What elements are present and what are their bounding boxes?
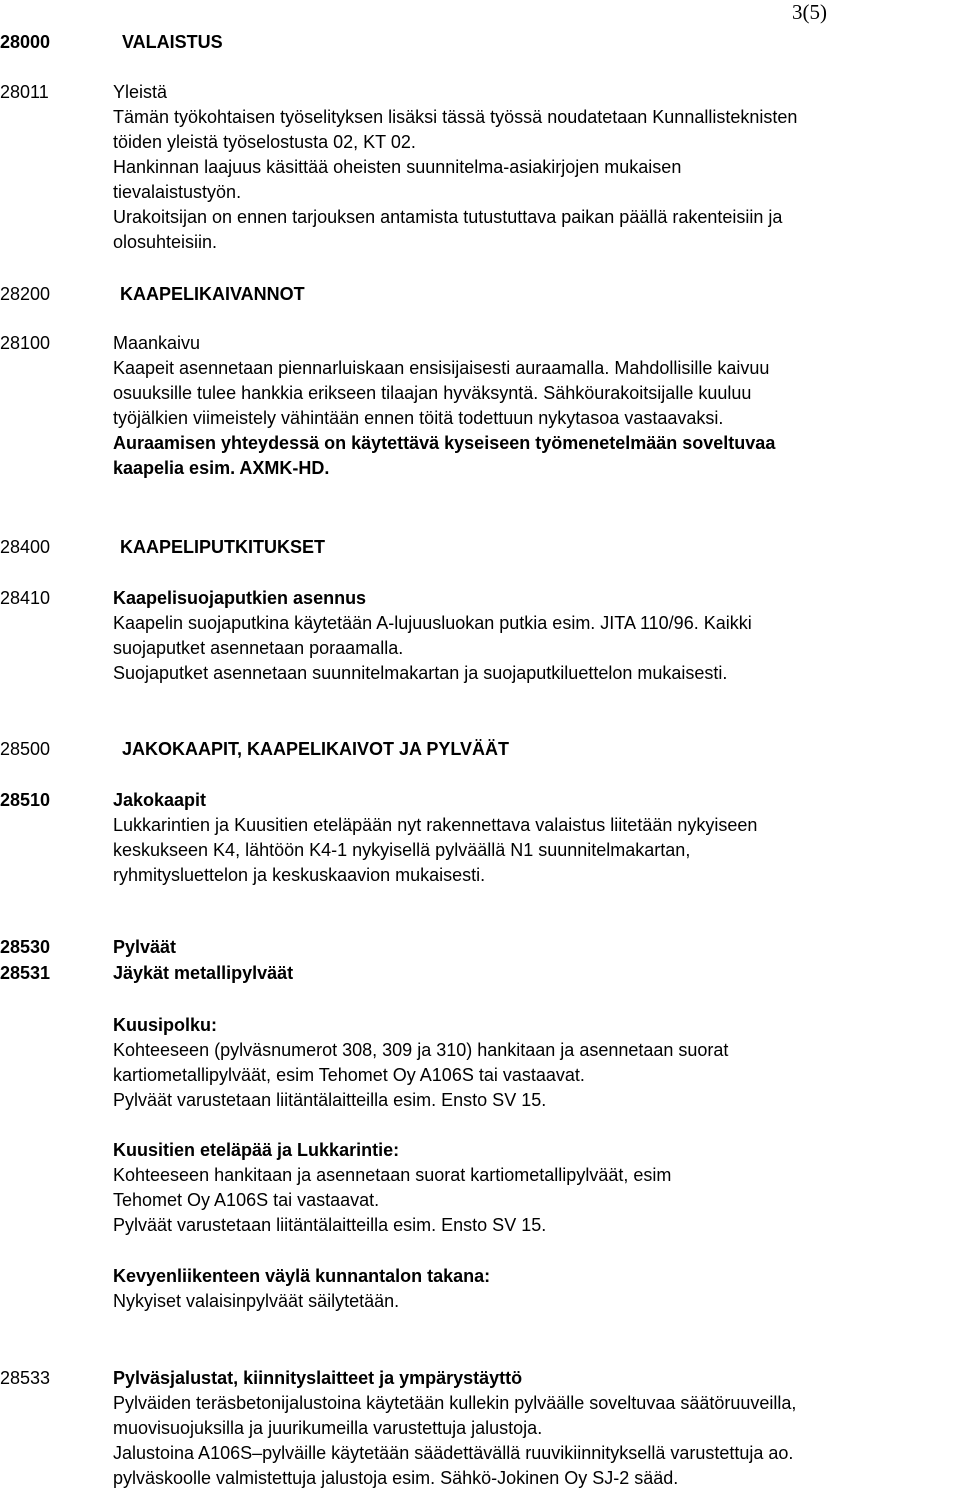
body-line: ryhmitysluettelon ja keskuskaavion mukaisesti. <box>113 865 486 885</box>
body-line: Suojaputket asennetaan suunnitelmakartan ja suojaputkiluettelon mukaisesti. <box>113 663 728 683</box>
body-line: keskukseen K4, lähtöön K4-1 nykyisellä pylväällä N1 suunnitelmakartan, <box>113 840 691 860</box>
body-line: työjälkien viimeistely vähintään ennen töitä todettuun nykytasoa vastaavaksi. <box>113 408 724 428</box>
body-line: Urakoitsijan on ennen tarjouksen antamista tutustuttava paikan päällä rakenteisiin ja <box>113 207 783 227</box>
section-code: 28100 <box>0 333 51 353</box>
body-line: pylväskoolle valmistettuja jalustoja esim. Sähkö-Jokinen Oy SJ-2 sääd. <box>113 1468 679 1488</box>
body-line: Kaapelin suojaputkina käytetään A-lujuusluokan putkia esim. JITA 110/96. Kaikki <box>113 613 752 633</box>
section-body <box>113 961 958 986</box>
body-line: Jalustoina A106S–pylväille käytetään säädettävällä ruuvikiinnityksellä varustettuja ao. <box>113 1443 794 1463</box>
subsection-heading: Pylväät <box>113 937 177 957</box>
section-body <box>113 935 958 960</box>
body-line: muovisuojuksilla ja juurikumeilla varustettuja jalustoja. <box>113 1418 543 1438</box>
emphasis-line: Auraamisen yhteydessä on käytettävä kyseiseen työmenetelmään soveltuvaa <box>113 433 776 453</box>
section-code: 28200 <box>0 284 51 304</box>
group-heading: Kuusipolku: <box>113 1015 217 1035</box>
section-title: KAAPELIPUTKITUKSET <box>120 537 326 557</box>
body-line: Lukkarintien ja Kuusitien eteläpään nyt rakennettava valaistus liitetään nykyiseen <box>113 815 758 835</box>
body-line: Nykyiset valaisinpylväät säilytetään. <box>113 1291 400 1311</box>
subsection-heading: Maankaivu <box>113 333 201 353</box>
section-body <box>113 331 958 481</box>
body-line: Tehomet Oy A106S tai vastaavat. <box>113 1190 380 1210</box>
section-code: 28510 <box>0 790 51 810</box>
body-line: Pylväiden teräsbetonijalustoina käytetään kullekin pylväälle soveltuvaa säätöruuveilla, <box>113 1393 797 1413</box>
body-line: suojaputket asennetaan poraamalla. <box>113 638 404 658</box>
body-line: Pylväät varustetaan liitäntälaitteilla esim. Ensto SV 15. <box>113 1215 547 1235</box>
section-title: VALAISTUS <box>122 32 223 52</box>
body-line: osuuksille tulee hankkia erikseen tilaajan hyväksyntä. Sähköurakoitsijalle kuuluu <box>113 383 752 403</box>
section-code: 28410 <box>0 588 51 608</box>
emphasis-line: kaapelia esim. AXMK-HD. <box>113 458 330 478</box>
section-code: 28531 <box>0 963 51 983</box>
section-body <box>113 80 958 255</box>
section-code: 28000 <box>0 32 51 52</box>
body-line: Hankinnan laajuus käsittää oheisten suunnitelma-asiakirjojen mukaisen <box>113 157 682 177</box>
body-line: kartiometallipylväät, esim Tehomet Oy A106S tai vastaavat. <box>113 1065 585 1085</box>
body-line: Tämän työkohtaisen työselityksen lisäksi tässä työssä noudatetaan Kunnallisteknisten <box>113 107 798 127</box>
section-code: 28011 <box>0 82 49 102</box>
group-heading: Kuusitien eteläpää ja Lukkarintie: <box>113 1140 400 1160</box>
group-heading: Kevyenliikenteen väylä kunnantalon takana: <box>113 1266 491 1286</box>
section-title: JAKOKAAPIT, KAAPELIKAIVOT JA PYLVÄÄT <box>122 739 510 759</box>
section-code: 28500 <box>0 739 51 759</box>
section-code: 28530 <box>0 937 51 957</box>
page-number: 3(5) <box>792 0 827 24</box>
body-line: Pylväät varustetaan liitäntälaitteilla esim. Ensto SV 15. <box>113 1090 547 1110</box>
section-code: 28533 <box>0 1368 51 1388</box>
body-line: töiden yleistä työselostusta 02, KT 02. <box>113 132 416 152</box>
body-line: tievalaistustyön. <box>113 182 242 202</box>
subsection-heading: Kaapelisuojaputkien asennus <box>113 588 367 608</box>
subsection-heading: Jakokaapit <box>113 790 207 810</box>
subsection-heading: Yleistä <box>113 82 168 102</box>
section-code: 28400 <box>0 537 51 557</box>
subsection-heading: Jäykät metallipylväät <box>113 963 294 983</box>
subsection-heading: Pylväsjalustat, kiinnityslaitteet ja ympärystäyttö <box>113 1368 523 1388</box>
body-line: Kohteeseen hankitaan ja asennetaan suorat kartiometallipylväät, esim <box>113 1165 672 1185</box>
body-line: Kaapeit asennetaan piennarluiskaan ensisijaisesti auraamalla. Mahdollisille kaivuu <box>113 358 770 378</box>
body-line: olosuhteisiin. <box>113 232 218 252</box>
section-body <box>113 788 958 888</box>
section-body <box>113 586 958 686</box>
section-body <box>113 1366 958 1491</box>
section-title: KAAPELIKAIVANNOT <box>120 284 305 304</box>
body-line: Kohteeseen (pylväsnumerot 308, 309 ja 310) hankitaan ja asennetaan suorat <box>113 1040 729 1060</box>
